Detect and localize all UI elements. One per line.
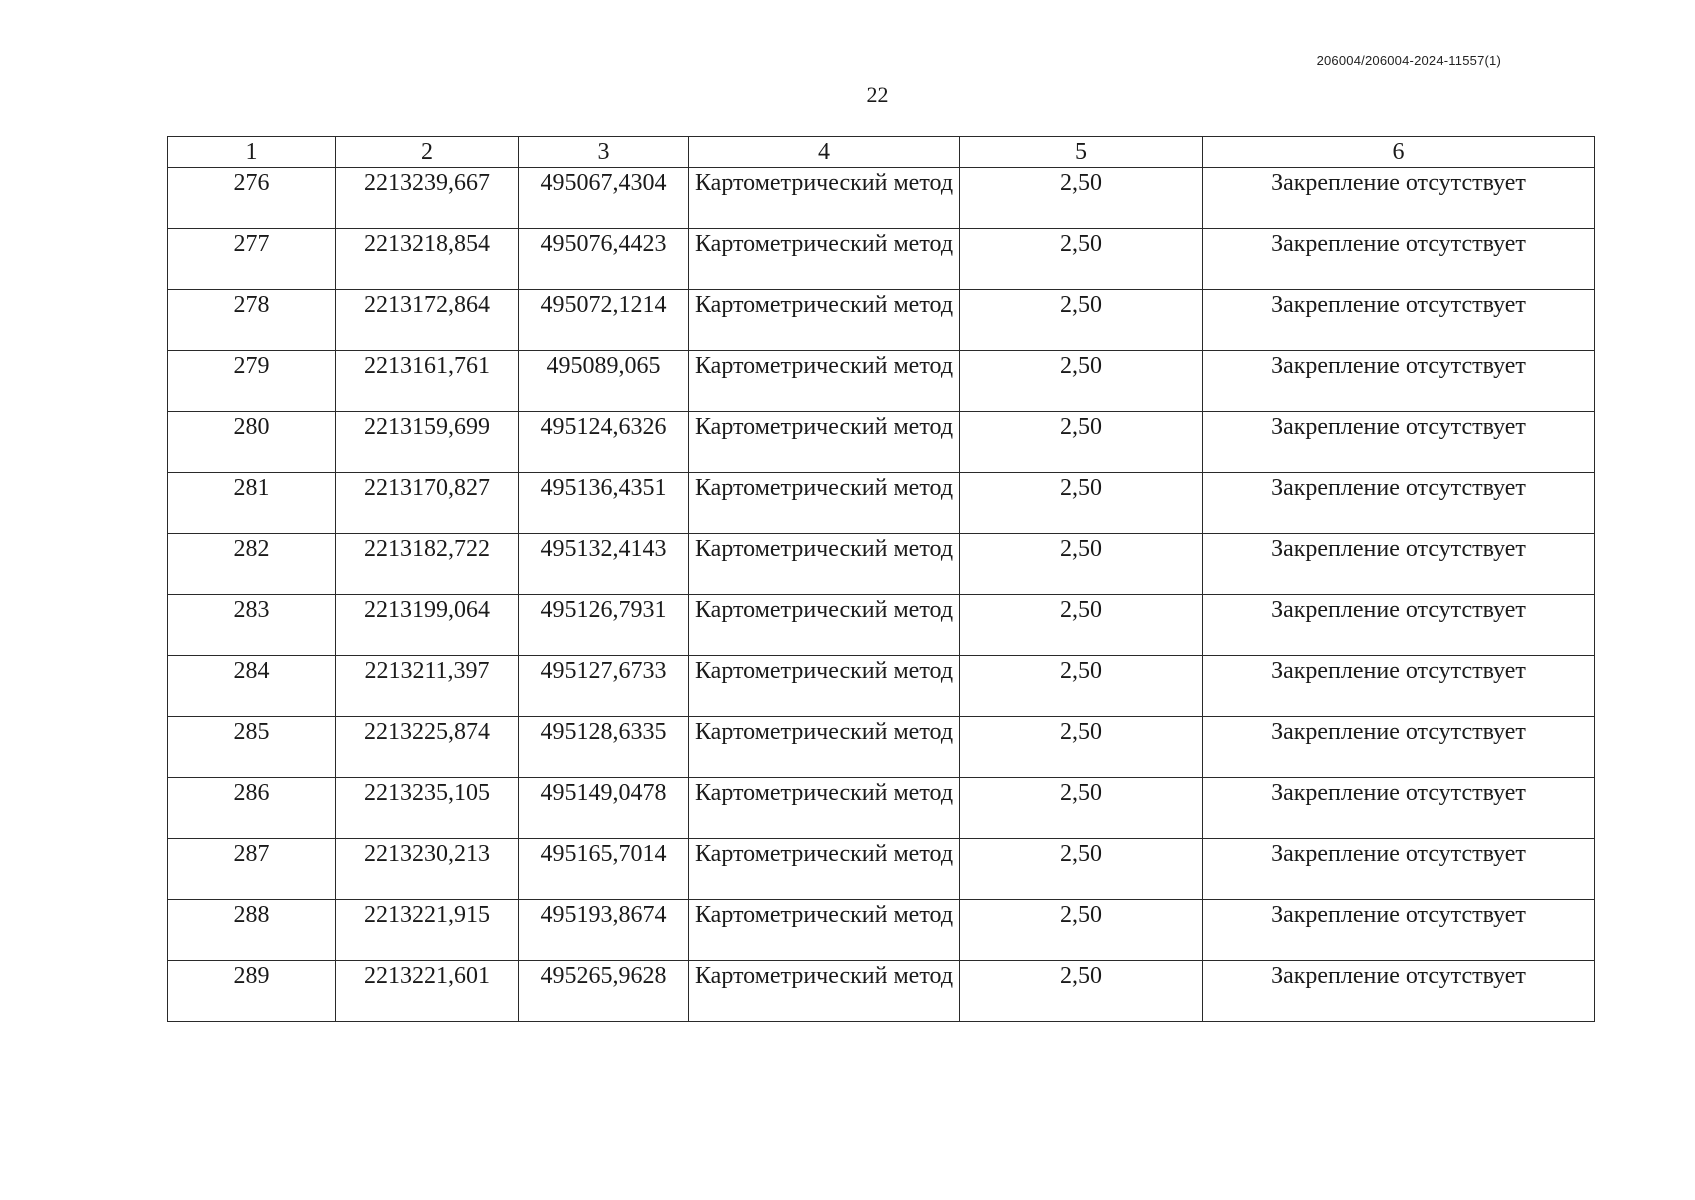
x-coordinate-cell: 2213230,213 xyxy=(336,839,519,900)
document-id: 206004/206004-2024-11557(1) xyxy=(1316,53,1501,68)
method-cell: Картометрический метод xyxy=(689,961,960,1022)
table-row xyxy=(168,290,1595,351)
x-coordinate-cell: 2213170,827 xyxy=(336,473,519,534)
accuracy-cell: 2,50 xyxy=(960,656,1203,717)
accuracy-cell: 2,50 xyxy=(960,351,1203,412)
point-number-cell: 286 xyxy=(168,778,336,839)
y-coordinate-cell: 495165,7014 xyxy=(519,839,689,900)
y-coordinate-cell: 495127,6733 xyxy=(519,656,689,717)
table-row xyxy=(168,778,1595,839)
method-cell: Картометрический метод xyxy=(689,229,960,290)
method-cell: Картометрический метод xyxy=(689,595,960,656)
method-cell: Картометрический метод xyxy=(689,351,960,412)
accuracy-cell: 2,50 xyxy=(960,534,1203,595)
column-header: 3 xyxy=(519,137,689,168)
method-cell: Картометрический метод xyxy=(689,534,960,595)
x-coordinate-cell: 2213221,601 xyxy=(336,961,519,1022)
point-number-cell: 278 xyxy=(168,290,336,351)
method-cell: Картометрический метод xyxy=(689,778,960,839)
fixing-description-cell: Закрепление отсутствует xyxy=(1203,229,1595,290)
fixing-description-cell: Закрепление отсутствует xyxy=(1203,717,1595,778)
method-cell: Картометрический метод xyxy=(689,656,960,717)
table-row xyxy=(168,900,1595,961)
accuracy-cell: 2,50 xyxy=(960,229,1203,290)
column-header: 5 xyxy=(960,137,1203,168)
point-number-cell: 282 xyxy=(168,534,336,595)
x-coordinate-cell: 2213235,105 xyxy=(336,778,519,839)
table-row xyxy=(168,168,1595,229)
table-row xyxy=(168,229,1595,290)
column-header: 1 xyxy=(168,137,336,168)
x-coordinate-cell: 2213239,667 xyxy=(336,168,519,229)
fixing-description-cell: Закрепление отсутствует xyxy=(1203,534,1595,595)
x-coordinate-cell: 2213172,864 xyxy=(336,290,519,351)
method-cell: Картометрический метод xyxy=(689,290,960,351)
accuracy-cell: 2,50 xyxy=(960,900,1203,961)
method-cell: Картометрический метод xyxy=(689,473,960,534)
column-header: 4 xyxy=(689,137,960,168)
point-number-cell: 280 xyxy=(168,412,336,473)
y-coordinate-cell: 495136,4351 xyxy=(519,473,689,534)
table-row xyxy=(168,656,1595,717)
x-coordinate-cell: 2213159,699 xyxy=(336,412,519,473)
table-row xyxy=(168,351,1595,412)
point-number-cell: 287 xyxy=(168,839,336,900)
accuracy-cell: 2,50 xyxy=(960,595,1203,656)
fixing-description-cell: Закрепление отсутствует xyxy=(1203,473,1595,534)
table-row xyxy=(168,595,1595,656)
table-row xyxy=(168,473,1595,534)
x-coordinate-cell: 2213225,874 xyxy=(336,717,519,778)
fixing-description-cell: Закрепление отсутствует xyxy=(1203,656,1595,717)
y-coordinate-cell: 495265,9628 xyxy=(519,961,689,1022)
y-coordinate-cell: 495149,0478 xyxy=(519,778,689,839)
accuracy-cell: 2,50 xyxy=(960,778,1203,839)
y-coordinate-cell: 495132,4143 xyxy=(519,534,689,595)
point-number-cell: 281 xyxy=(168,473,336,534)
method-cell: Картометрический метод xyxy=(689,168,960,229)
point-number-cell: 279 xyxy=(168,351,336,412)
x-coordinate-cell: 2213199,064 xyxy=(336,595,519,656)
table-body xyxy=(168,168,1595,1022)
accuracy-cell: 2,50 xyxy=(960,168,1203,229)
x-coordinate-cell: 2213161,761 xyxy=(336,351,519,412)
method-cell: Картометрический метод xyxy=(689,412,960,473)
fixing-description-cell: Закрепление отсутствует xyxy=(1203,778,1595,839)
y-coordinate-cell: 495126,7931 xyxy=(519,595,689,656)
method-cell: Картометрический метод xyxy=(689,717,960,778)
y-coordinate-cell: 495076,4423 xyxy=(519,229,689,290)
fixing-description-cell: Закрепление отсутствует xyxy=(1203,595,1595,656)
column-header: 6 xyxy=(1203,137,1595,168)
fixing-description-cell: Закрепление отсутствует xyxy=(1203,290,1595,351)
point-number-cell: 284 xyxy=(168,656,336,717)
x-coordinate-cell: 2213182,722 xyxy=(336,534,519,595)
point-number-cell: 288 xyxy=(168,900,336,961)
point-number-cell: 277 xyxy=(168,229,336,290)
x-coordinate-cell: 2213211,397 xyxy=(336,656,519,717)
y-coordinate-cell: 495128,6335 xyxy=(519,717,689,778)
accuracy-cell: 2,50 xyxy=(960,473,1203,534)
accuracy-cell: 2,50 xyxy=(960,717,1203,778)
table-row xyxy=(168,717,1595,778)
point-number-cell: 289 xyxy=(168,961,336,1022)
y-coordinate-cell: 495124,6326 xyxy=(519,412,689,473)
accuracy-cell: 2,50 xyxy=(960,412,1203,473)
accuracy-cell: 2,50 xyxy=(960,961,1203,1022)
table-row xyxy=(168,839,1595,900)
fixing-description-cell: Закрепление отсутствует xyxy=(1203,839,1595,900)
accuracy-cell: 2,50 xyxy=(960,839,1203,900)
fixing-description-cell: Закрепление отсутствует xyxy=(1203,412,1595,473)
method-cell: Картометрический метод xyxy=(689,839,960,900)
table-row xyxy=(168,412,1595,473)
method-cell: Картометрический метод xyxy=(689,900,960,961)
table-row xyxy=(168,534,1595,595)
x-coordinate-cell: 2213218,854 xyxy=(336,229,519,290)
y-coordinate-cell: 495193,8674 xyxy=(519,900,689,961)
fixing-description-cell: Закрепление отсутствует xyxy=(1203,961,1595,1022)
table-header-row xyxy=(168,137,1595,168)
y-coordinate-cell: 495089,065 xyxy=(519,351,689,412)
table-row xyxy=(168,961,1595,1022)
fixing-description-cell: Закрепление отсутствует xyxy=(1203,351,1595,412)
fixing-description-cell: Закрепление отсутствует xyxy=(1203,168,1595,229)
fixing-description-cell: Закрепление отсутствует xyxy=(1203,900,1595,961)
y-coordinate-cell: 495072,1214 xyxy=(519,290,689,351)
page-number: 22 xyxy=(866,82,889,107)
accuracy-cell: 2,50 xyxy=(960,290,1203,351)
column-header: 2 xyxy=(336,137,519,168)
point-number-cell: 285 xyxy=(168,717,336,778)
point-number-cell: 283 xyxy=(168,595,336,656)
x-coordinate-cell: 2213221,915 xyxy=(336,900,519,961)
y-coordinate-cell: 495067,4304 xyxy=(519,168,689,229)
point-number-cell: 276 xyxy=(168,168,336,229)
coordinates-table xyxy=(167,136,1595,1022)
